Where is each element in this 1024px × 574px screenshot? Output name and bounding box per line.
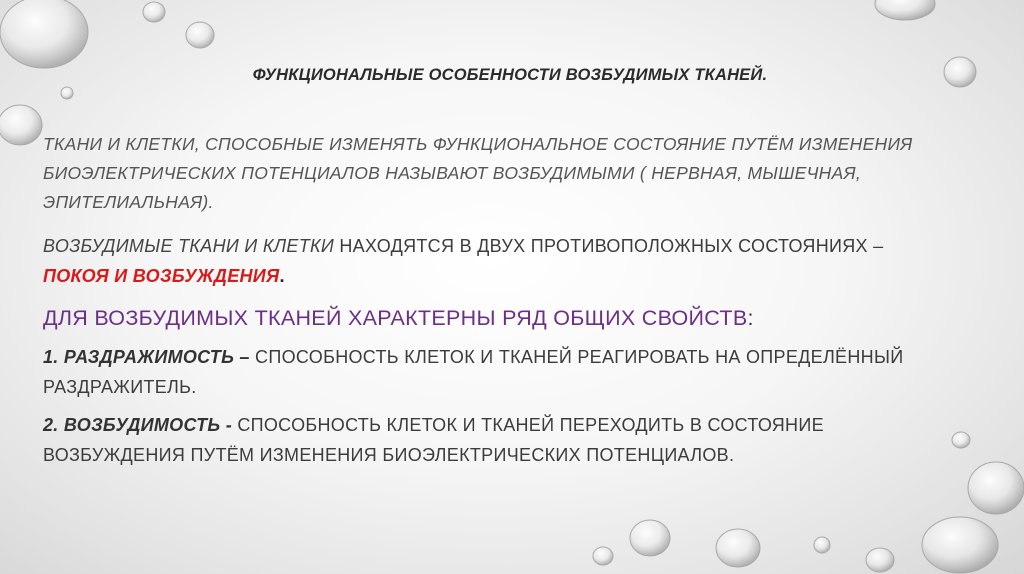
property-irritability: [43, 342, 943, 402]
slide-title: ФУНКЦИОНАЛЬНЫЕ ОСОБЕННОСТИ ВОЗБУДИМЫХ ТКАНЕЙ.: [252, 66, 768, 84]
states-highlight: ПОКОЯ И ВОЗБУЖДЕНИЯ: [43, 266, 280, 286]
property-excitability-term: 2. ВОЗБУДИМОСТЬ -: [43, 415, 238, 435]
property-irritability-text: СПОСОБНОСТЬ КЛЕТОК И ТКАНЕЙ РЕАГИРОВАТЬ НА ОПРЕДЕЛЁННЫЙ РАЗДРАЖИТЕЛЬ.: [43, 347, 904, 397]
states-period: .: [279, 266, 285, 286]
paragraph-definition: ТКАНИ И КЛЕТКИ, СПОСОБНЫЕ ИЗМЕНЯТЬ ФУНКЦИОНАЛЬНОЕ СОСТОЯНИЕ ПУТЁМ ИЗМЕНЕНИЯ БИОЭЛЕКТРИЧЕСКИХ ПОТЕНЦИАЛОВ НАЗЫВАЮТ ВОЗБУДИМЫМИ ( НЕРВНАЯ, МЫШЕЧНАЯ, ЭПИТЕЛИАЛЬНАЯ).: [43, 134, 913, 212]
property-irritability-term: 1. РАЗДРАЖИМОСТЬ –: [43, 347, 256, 367]
states-subject: ВОЗБУДИМЫЕ ТКАНИ И КЛЕТКИ: [43, 236, 340, 256]
property-excitability-text: СПОСОБНОСТЬ КЛЕТОК И ТКАНЕЙ ПЕРЕХОДИТЬ В СОСТОЯНИЕ ВОЗБУЖДЕНИЯ ПУТЁМ ИЗМЕНЕНИЯ БИОЭЛЕКТРИЧЕСКИХ ПОТЕНЦИАЛОВ.: [43, 415, 824, 465]
properties-heading-text: ДЛЯ ВОЗБУДИМЫХ ТКАНЕЙ ХАРАКТЕРНЫ РЯД ОБЩИХ СВОЙСТВ: [43, 306, 748, 330]
paragraph-states: [43, 231, 943, 291]
states-text: НАХОДЯТСЯ В ДВУХ ПРОТИВОПОЛОЖНЫХ СОСТОЯНИЯХ –: [339, 236, 884, 256]
properties-heading: [43, 303, 943, 333]
properties-heading-colon: :: [747, 306, 754, 330]
property-excitability: [43, 410, 943, 470]
